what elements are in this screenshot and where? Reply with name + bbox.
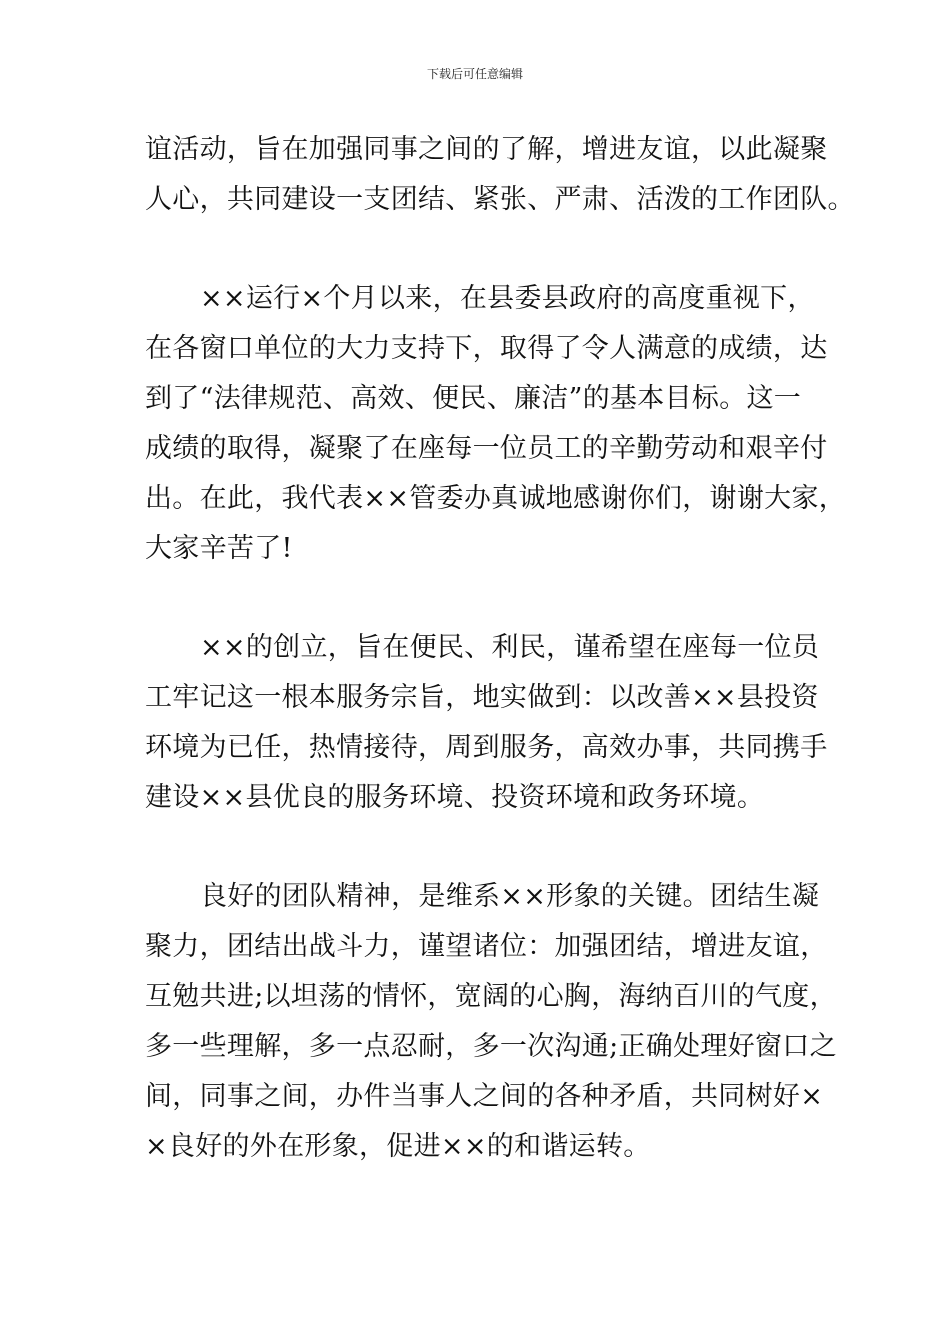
- paragraph-line: ×良好的外在形象，促进××的和谐运转。: [145, 1131, 651, 1162]
- paragraph-line: 人心，共同建设一支团结、紧张、严肃、活泼的工作团队。: [145, 184, 855, 215]
- paragraph-line: 到了“法律规范、高效、便民、廉洁”的基本目标。这一: [145, 383, 802, 414]
- paragraph-line: 在各窗口单位的大力支持下，取得了令人满意的成绩，达: [145, 333, 828, 364]
- paragraph-line: 谊活动，旨在加强同事之间的了解，增进友谊，以此凝聚: [145, 134, 828, 165]
- header-note: 下载后可任意编辑: [426, 67, 523, 81]
- paragraph-line: 多一些理解，多一点忍耐，多一次沟通;正确处理好窗口之: [145, 1031, 837, 1062]
- paragraph-line: 出。在此，我代表××管委办真诚地感谢你们，谢谢大家，: [145, 483, 847, 514]
- paragraph-line: 大家辛苦了!: [145, 533, 293, 564]
- paragraph-line: 建设××县优良的服务环境、投资环境和政务环境。: [145, 782, 765, 813]
- paragraph-line: 间，同事之间，办件当事人之间的各种矛盾，共同树好×: [145, 1081, 824, 1112]
- paragraph-line: 成绩的取得，凝聚了在座每一位员工的辛勤劳动和艰辛付: [145, 433, 828, 464]
- paragraph-line: 工牢记这一根本服务宗旨，地实做到：以改善××县投资: [145, 682, 819, 713]
- paragraph-line: ××的创立，旨在便民、利民，谨希望在座每一位员: [200, 632, 820, 663]
- paragraph-line: ××运行×个月以来，在县委县政府的高度重视下，: [200, 283, 815, 314]
- paragraph-line: 良好的团队精神，是维系××形象的关键。团结生凝: [200, 881, 820, 912]
- paragraph-line: 环境为已任，热情接待，周到服务，高效办事，共同携手: [145, 732, 828, 763]
- paragraph-line: 互勉共进;以坦荡的情怀，宽阔的心胸，海纳百川的气度，: [145, 981, 837, 1012]
- paragraph-line: 聚力，团结出战斗力，谨望诸位：加强团结，增进友谊，: [145, 931, 828, 962]
